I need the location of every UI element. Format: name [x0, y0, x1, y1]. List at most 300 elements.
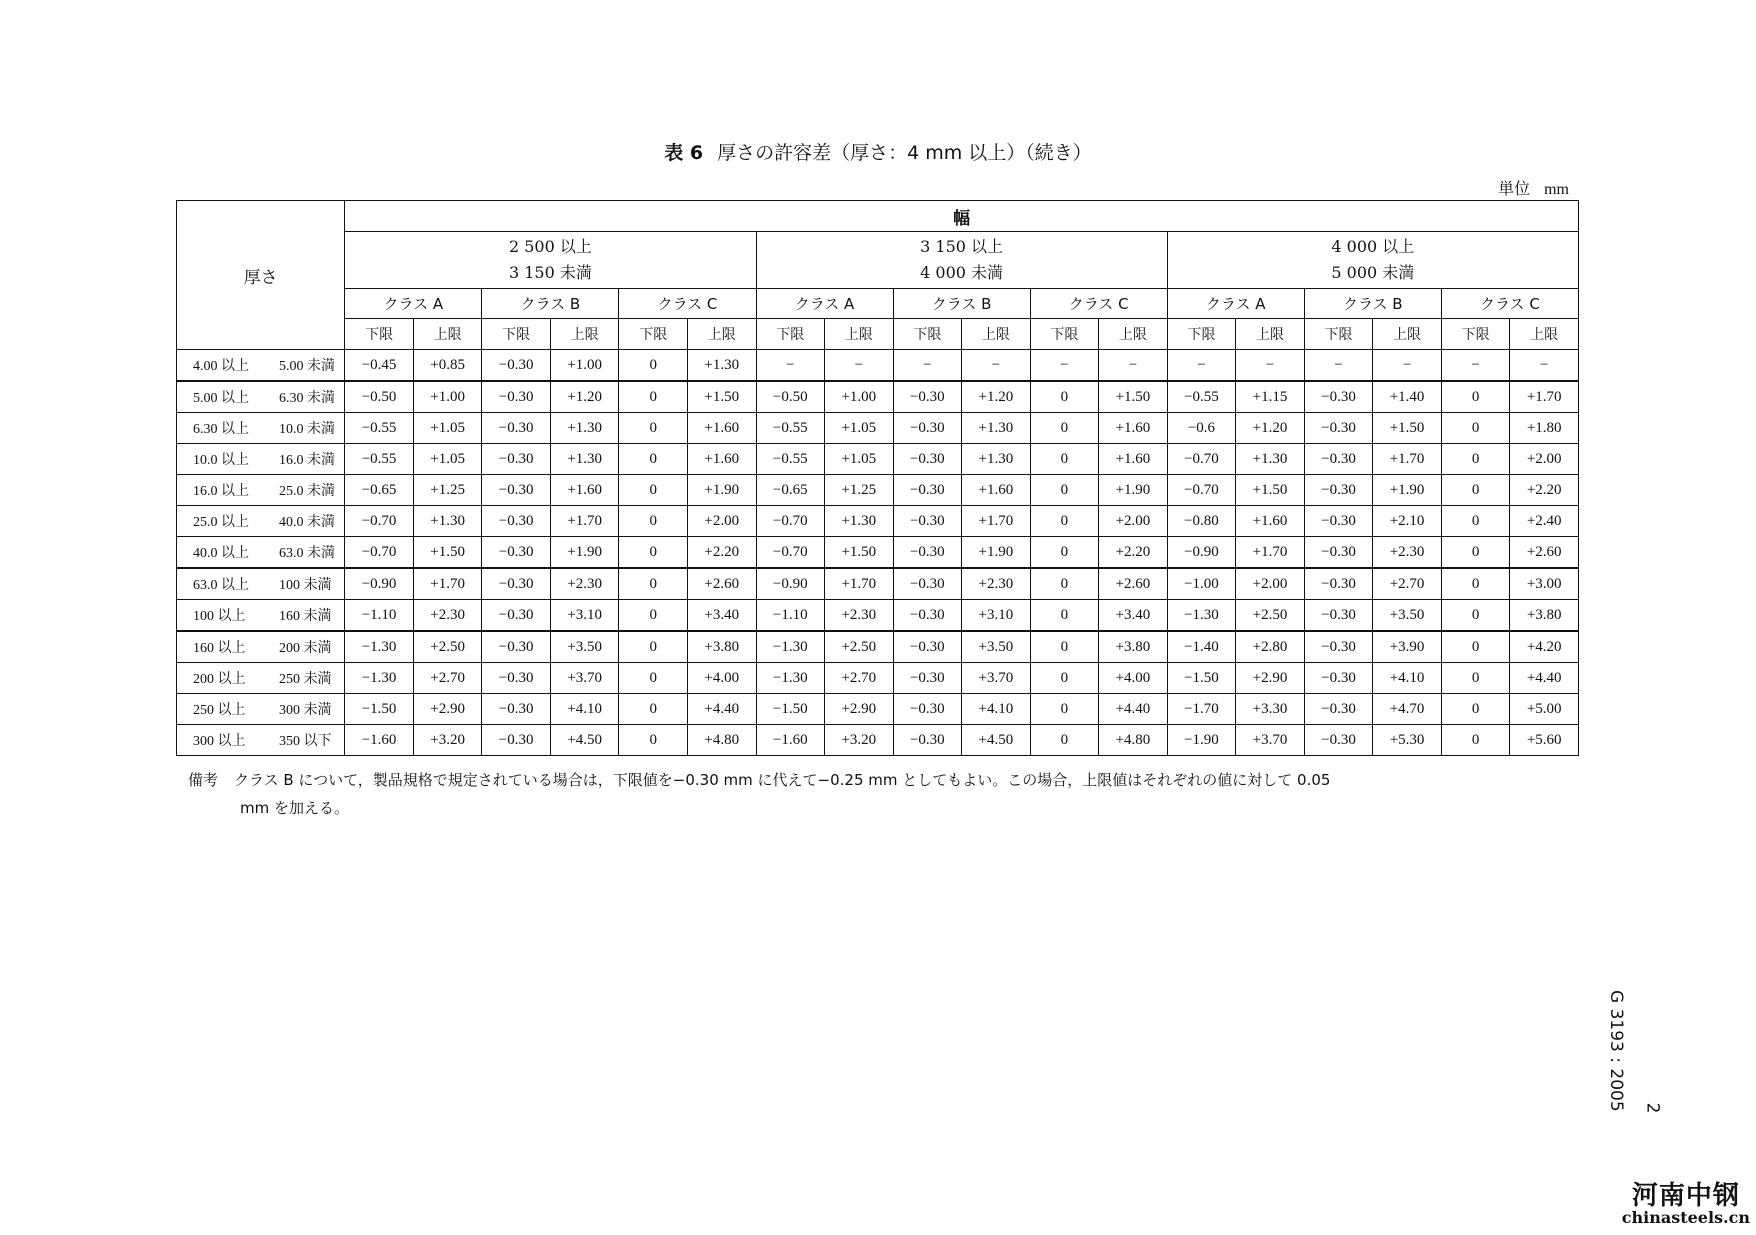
thickness-range: [177, 600, 345, 632]
tolerance-cell: +1.70: [1510, 381, 1579, 413]
tolerance-cell: +1.25: [825, 475, 894, 506]
tolerance-cell: 0: [1030, 725, 1099, 756]
tolerance-cell: +1.90: [1099, 475, 1168, 506]
tolerance-cell: −0.70: [756, 506, 825, 537]
tolerance-cell: −0.6: [1167, 413, 1236, 444]
tolerance-cell: +1.40: [1373, 381, 1442, 413]
tolerance-cell: +3.50: [962, 631, 1031, 663]
tolerance-cell: +3.10: [550, 600, 619, 632]
tolerance-cell: −0.30: [893, 663, 962, 694]
tolerance-cell: −0.30: [893, 537, 962, 569]
table-row: [177, 568, 1579, 600]
tolerance-cell: +3.20: [413, 725, 482, 756]
tolerance-cell: +1.20: [550, 381, 619, 413]
class-header: クラス A: [1167, 289, 1304, 319]
thickness-to: 40.0 未満: [279, 515, 335, 530]
tolerance-cell: +1.60: [962, 475, 1031, 506]
remarks: [188, 766, 1568, 822]
upper-limit-header: 上限: [413, 319, 482, 350]
tolerance-cell: +4.40: [1510, 663, 1579, 694]
lower-limit-header: 下限: [756, 319, 825, 350]
tolerance-cell: +2.60: [1510, 537, 1579, 569]
thickness-range: [177, 413, 345, 444]
tolerance-cell: −0.90: [345, 568, 414, 600]
tolerance-cell: 0: [619, 694, 688, 725]
tolerance-cell: +5.30: [1373, 725, 1442, 756]
table-row: [177, 694, 1579, 725]
watermark-logo-text: 河南中钢: [1631, 1181, 1740, 1211]
tolerance-cell: +1.60: [550, 475, 619, 506]
tolerance-cell: +1.30: [962, 413, 1031, 444]
table-row: [177, 631, 1579, 663]
tolerance-cell: 0: [1441, 475, 1510, 506]
width-header: 幅: [345, 201, 1579, 232]
tolerance-cell: +1.50: [413, 537, 482, 569]
upper-limit-header: 上限: [962, 319, 1031, 350]
table-number: 表 6: [664, 142, 704, 164]
tolerance-cell: +1.90: [962, 537, 1031, 569]
tolerance-cell: −0.65: [756, 475, 825, 506]
tolerance-cell: +1.30: [413, 506, 482, 537]
class-header: クラス C: [619, 289, 756, 319]
page-number: 2: [1642, 1102, 1663, 1114]
tolerance-cell: −0.30: [1304, 413, 1373, 444]
thickness-range: [177, 663, 345, 694]
tolerance-cell: −0.70: [345, 537, 414, 569]
thickness-to: 250 未満: [279, 672, 332, 687]
tolerance-cell: 0: [1441, 631, 1510, 663]
lower-limit-header: 下限: [619, 319, 688, 350]
table-title: [0, 138, 1756, 165]
tolerance-cell: +1.00: [825, 381, 894, 413]
tolerance-cell: +4.70: [1373, 694, 1442, 725]
lower-limit-header: 下限: [1030, 319, 1099, 350]
thickness-to: 350 以下: [279, 734, 332, 749]
tolerance-cell: +1.70: [1373, 444, 1442, 475]
thickness-from: 40.0 以上: [193, 546, 249, 561]
tolerance-cell: −1.90: [1167, 725, 1236, 756]
tolerance-cell: +4.10: [550, 694, 619, 725]
tolerance-cell: +4.80: [687, 725, 756, 756]
thickness-range: [177, 568, 345, 600]
tolerance-cell: −1.50: [1167, 663, 1236, 694]
tolerance-cell: +1.30: [825, 506, 894, 537]
tolerance-cell: 0: [1030, 413, 1099, 444]
tolerance-cell: +1.05: [825, 444, 894, 475]
tolerance-cell: −0.30: [482, 537, 551, 569]
tolerance-cell: −: [1510, 350, 1579, 382]
tolerance-cell: −0.30: [482, 506, 551, 537]
table-row: [177, 444, 1579, 475]
tolerance-cell: +1.50: [1099, 381, 1168, 413]
tolerance-cell: −: [825, 350, 894, 382]
tolerance-cell: +1.05: [413, 413, 482, 444]
tolerance-cell: +2.90: [413, 694, 482, 725]
tolerance-cell: +2.30: [550, 568, 619, 600]
tolerance-cell: −0.30: [1304, 506, 1373, 537]
tolerance-cell: −0.30: [482, 475, 551, 506]
tolerance-cell: −0.30: [1304, 694, 1373, 725]
tolerance-cell: −0.55: [345, 413, 414, 444]
tolerance-cell: +2.30: [1373, 537, 1442, 569]
tolerance-cell: −0.30: [482, 600, 551, 632]
upper-limit-header: 上限: [1236, 319, 1305, 350]
thickness-range: [177, 475, 345, 506]
tolerance-cell: +3.50: [1373, 600, 1442, 632]
tolerance-cell: 0: [619, 631, 688, 663]
tolerance-cell: +2.10: [1373, 506, 1442, 537]
tolerance-cell: −0.30: [1304, 568, 1373, 600]
tolerance-cell: −0.30: [482, 381, 551, 413]
tolerance-cell: −0.30: [482, 444, 551, 475]
tolerance-cell: +1.50: [687, 381, 756, 413]
thickness-to: 10.0 未満: [279, 422, 335, 437]
tolerance-cell: +4.10: [962, 694, 1031, 725]
tolerance-cell: +4.00: [687, 663, 756, 694]
thickness-to: 5.00 未満: [279, 359, 335, 374]
tolerance-cell: 0: [1441, 694, 1510, 725]
tolerance-cell: +2.70: [825, 663, 894, 694]
tolerance-cell: −1.60: [345, 725, 414, 756]
thickness-from: 4.00 以上: [193, 359, 249, 374]
lower-limit-header: 下限: [482, 319, 551, 350]
tolerance-cell: −: [962, 350, 1031, 382]
tolerance-cell: +1.50: [1236, 475, 1305, 506]
tolerance-cell: −0.55: [756, 444, 825, 475]
tolerance-table: [176, 200, 1579, 756]
tolerance-cell: −1.00: [1167, 568, 1236, 600]
tolerance-cell: +2.30: [962, 568, 1031, 600]
tolerance-cell: +1.90: [1373, 475, 1442, 506]
table-row: [177, 600, 1579, 632]
tolerance-cell: +1.20: [1236, 413, 1305, 444]
thickness-from: 6.30 以上: [193, 422, 249, 437]
tolerance-cell: 0: [619, 381, 688, 413]
thickness-from: 300 以上: [193, 734, 246, 749]
lower-limit-header: 下限: [1304, 319, 1373, 350]
tolerance-cell: +1.60: [1099, 413, 1168, 444]
tolerance-cell: −0.30: [893, 475, 962, 506]
thickness-from: 16.0 以上: [193, 484, 249, 499]
tolerance-cell: −1.10: [756, 600, 825, 632]
table-row: [177, 537, 1579, 569]
tolerance-cell: +1.90: [687, 475, 756, 506]
tolerance-cell: 0: [1030, 600, 1099, 632]
tolerance-cell: +1.25: [413, 475, 482, 506]
tolerance-cell: +4.20: [1510, 631, 1579, 663]
tolerance-cell: +1.05: [413, 444, 482, 475]
tolerance-cell: 0: [1441, 600, 1510, 632]
tolerance-cell: +3.40: [1099, 600, 1168, 632]
tolerance-cell: +4.80: [1099, 725, 1168, 756]
tolerance-cell: +4.50: [550, 725, 619, 756]
unit-label: [1498, 176, 1569, 199]
thickness-from: 100 以上: [193, 609, 246, 624]
tolerance-cell: −: [1373, 350, 1442, 382]
unit-label-text: 単位: [1498, 179, 1531, 198]
thickness-to: 100 未満: [279, 578, 332, 593]
tolerance-cell: +1.60: [1099, 444, 1168, 475]
tolerance-cell: +1.50: [825, 537, 894, 569]
table-row: [177, 413, 1579, 444]
tolerance-cell: −0.70: [345, 506, 414, 537]
tolerance-cell: −0.30: [1304, 537, 1373, 569]
tolerance-cell: +1.00: [413, 381, 482, 413]
tolerance-cell: +2.20: [1510, 475, 1579, 506]
tolerance-cell: +3.80: [1510, 600, 1579, 632]
width-range-to: 5 000 未満: [1331, 263, 1415, 282]
tolerance-cell: −0.30: [1304, 381, 1373, 413]
tolerance-cell: +1.50: [1373, 413, 1442, 444]
tolerance-cell: +1.90: [550, 537, 619, 569]
thickness-from: 5.00 以上: [193, 391, 249, 406]
tolerance-cell: −0.70: [756, 537, 825, 569]
tolerance-cell: 0: [1441, 537, 1510, 569]
tolerance-cell: 0: [1441, 663, 1510, 694]
thickness-from: 63.0 以上: [193, 578, 249, 593]
table-row: [177, 381, 1579, 413]
thickness-from: 200 以上: [193, 672, 246, 687]
table-row: [177, 725, 1579, 756]
tolerance-cell: +2.70: [1373, 568, 1442, 600]
tolerance-cell: +2.30: [413, 600, 482, 632]
tolerance-cell: +3.90: [1373, 631, 1442, 663]
tolerance-cell: 0: [1441, 381, 1510, 413]
tolerance-cell: +1.30: [687, 350, 756, 382]
width-range-from: 2 500 以上: [508, 237, 592, 256]
tolerance-cell: +3.70: [962, 663, 1031, 694]
tolerance-cell: −1.30: [345, 663, 414, 694]
tolerance-cell: −: [1441, 350, 1510, 382]
tolerance-cell: 0: [1030, 694, 1099, 725]
tolerance-cell: +3.80: [687, 631, 756, 663]
remarks-line-1: クラス B について，製品規格で規定されている場合は，下限値を−0.30 mm に代えて−0.25 mm としてもよい。この場合，上限値はそれぞれの値に対して 0.05: [234, 771, 1331, 789]
thickness-range: [177, 506, 345, 537]
tolerance-cell: −0.70: [1167, 475, 1236, 506]
tolerance-cell: +1.30: [1236, 444, 1305, 475]
tolerance-cell: −1.10: [345, 600, 414, 632]
tolerance-cell: −: [1099, 350, 1168, 382]
tolerance-cell: 0: [1441, 506, 1510, 537]
table-caption: 厚さの許容差（厚さ：4 mm 以上）（続き）: [717, 142, 1092, 164]
tolerance-cell: +3.50: [550, 631, 619, 663]
table-row: [177, 475, 1579, 506]
tolerance-cell: −0.45: [345, 350, 414, 382]
tolerance-cell: 0: [619, 537, 688, 569]
tolerance-cell: +2.80: [1236, 631, 1305, 663]
tolerance-cell: +3.10: [962, 600, 1031, 632]
width-range-from: 3 150 以上: [920, 237, 1004, 256]
tolerance-cell: 0: [1030, 568, 1099, 600]
tolerance-cell: +4.00: [1099, 663, 1168, 694]
lower-limit-header: 下限: [1167, 319, 1236, 350]
tolerance-cell: −1.30: [756, 663, 825, 694]
tolerance-cell: 0: [1030, 506, 1099, 537]
tolerance-cell: −1.30: [1167, 600, 1236, 632]
tolerance-cell: +1.60: [687, 413, 756, 444]
tolerance-cell: −0.30: [482, 725, 551, 756]
tolerance-cell: 0: [619, 475, 688, 506]
upper-limit-header: 上限: [1510, 319, 1579, 350]
tolerance-cell: −0.30: [893, 413, 962, 444]
tolerance-cell: +2.60: [687, 568, 756, 600]
tolerance-cell: +1.70: [825, 568, 894, 600]
tolerance-cell: 0: [1030, 475, 1099, 506]
unit-value: mm: [1544, 181, 1569, 198]
tolerance-cell: +0.85: [413, 350, 482, 382]
tolerance-cell: −0.30: [893, 568, 962, 600]
table-row: [177, 350, 1579, 382]
tolerance-cell: +3.20: [825, 725, 894, 756]
tolerance-cell: +2.00: [1236, 568, 1305, 600]
tolerance-cell: +1.60: [1236, 506, 1305, 537]
upper-limit-header: 上限: [825, 319, 894, 350]
tolerance-cell: +2.40: [1510, 506, 1579, 537]
thickness-range: [177, 725, 345, 756]
lower-limit-header: 下限: [1441, 319, 1510, 350]
tolerance-cell: −0.55: [345, 444, 414, 475]
tolerance-cell: −0.30: [893, 381, 962, 413]
tolerance-cell: 0: [1441, 444, 1510, 475]
tolerance-cell: +1.70: [413, 568, 482, 600]
tolerance-cell: −0.30: [1304, 725, 1373, 756]
table-row: [177, 506, 1579, 537]
tolerance-cell: +1.60: [687, 444, 756, 475]
tolerance-cell: +2.50: [1236, 600, 1305, 632]
tolerance-cell: +1.30: [550, 413, 619, 444]
thickness-to: 16.0 未満: [279, 453, 335, 468]
width-range-header: [345, 232, 756, 289]
class-header: クラス C: [1030, 289, 1167, 319]
tolerance-cell: −0.30: [893, 600, 962, 632]
upper-limit-header: 上限: [687, 319, 756, 350]
thickness-range: [177, 381, 345, 413]
tolerance-cell: −0.30: [1304, 663, 1373, 694]
tolerance-cell: +2.20: [687, 537, 756, 569]
tolerance-cell: +1.70: [962, 506, 1031, 537]
tolerance-cell: +2.20: [1099, 537, 1168, 569]
width-range-to: 3 150 未満: [508, 263, 592, 282]
upper-limit-header: 上限: [1373, 319, 1442, 350]
tolerance-cell: −: [1030, 350, 1099, 382]
tolerance-cell: +3.70: [1236, 725, 1305, 756]
tolerance-cell: −0.30: [482, 350, 551, 382]
thickness-to: 300 未満: [279, 703, 332, 718]
class-header: クラス B: [482, 289, 619, 319]
tolerance-cell: 0: [1441, 568, 1510, 600]
tolerance-cell: −0.30: [482, 694, 551, 725]
tolerance-cell: +2.70: [413, 663, 482, 694]
tolerance-cell: −0.90: [1167, 537, 1236, 569]
tolerance-cell: −1.70: [1167, 694, 1236, 725]
tolerance-cell: −0.30: [893, 506, 962, 537]
tolerance-cell: +4.40: [687, 694, 756, 725]
class-header: クラス A: [345, 289, 482, 319]
tolerance-cell: +2.90: [825, 694, 894, 725]
thickness-from: 250 以上: [193, 703, 246, 718]
thickness-from: 160 以上: [193, 641, 246, 656]
tolerance-cell: +1.30: [962, 444, 1031, 475]
tolerance-cell: 0: [1030, 381, 1099, 413]
tolerance-cell: +2.50: [825, 631, 894, 663]
tolerance-cell: +2.00: [1510, 444, 1579, 475]
document-code: G 3193 : 2005: [1606, 990, 1626, 1112]
upper-limit-header: 上限: [550, 319, 619, 350]
tolerance-cell: −: [1167, 350, 1236, 382]
tolerance-cell: −0.30: [1304, 475, 1373, 506]
thickness-to: 6.30 未満: [279, 391, 335, 406]
tolerance-cell: −0.50: [756, 381, 825, 413]
tolerance-cell: −0.80: [1167, 506, 1236, 537]
tolerance-cell: 0: [619, 725, 688, 756]
thickness-to: 160 未満: [279, 609, 332, 624]
tolerance-cell: +3.40: [687, 600, 756, 632]
tolerance-cell: 0: [619, 663, 688, 694]
tolerance-cell: +5.60: [1510, 725, 1579, 756]
tolerance-cell: +1.20: [962, 381, 1031, 413]
tolerance-cell: 0: [1441, 413, 1510, 444]
tolerance-cell: +1.80: [1510, 413, 1579, 444]
width-range-to: 4 000 未満: [920, 263, 1004, 282]
tolerance-cell: +1.70: [1236, 537, 1305, 569]
tolerance-cell: +2.00: [687, 506, 756, 537]
tolerance-cell: +4.10: [1373, 663, 1442, 694]
thickness-range: [177, 350, 345, 382]
tolerance-cell: −0.30: [1304, 444, 1373, 475]
class-header: クラス C: [1441, 289, 1578, 319]
class-header: クラス A: [756, 289, 893, 319]
tolerance-cell: +1.30: [550, 444, 619, 475]
tolerance-cell: +4.40: [1099, 694, 1168, 725]
tolerance-cell: −1.50: [756, 694, 825, 725]
tolerance-cell: −0.30: [893, 694, 962, 725]
tolerance-cell: +1.70: [550, 506, 619, 537]
tolerance-cell: +2.50: [413, 631, 482, 663]
tolerance-cell: +4.50: [962, 725, 1031, 756]
watermark: [1622, 1175, 1750, 1227]
tolerance-cell: +3.00: [1510, 568, 1579, 600]
tolerance-cell: 0: [1030, 444, 1099, 475]
tolerance-cell: −0.30: [482, 631, 551, 663]
thickness-from: 25.0 以上: [193, 515, 249, 530]
thickness-range: [177, 694, 345, 725]
tolerance-cell: −0.30: [1304, 600, 1373, 632]
tolerance-cell: +2.30: [825, 600, 894, 632]
tolerance-cell: −: [1236, 350, 1305, 382]
tolerance-cell: 0: [619, 350, 688, 382]
tolerance-cell: +3.70: [550, 663, 619, 694]
lower-limit-header: 下限: [893, 319, 962, 350]
tolerance-cell: +1.05: [825, 413, 894, 444]
tolerance-cell: −0.30: [893, 444, 962, 475]
tolerance-cell: 0: [619, 444, 688, 475]
table-row: [177, 663, 1579, 694]
tolerance-cell: +2.90: [1236, 663, 1305, 694]
tolerance-cell: 0: [619, 413, 688, 444]
tolerance-cell: +3.80: [1099, 631, 1168, 663]
class-header: クラス B: [1304, 289, 1441, 319]
thickness-range: [177, 631, 345, 663]
thickness-to: 63.0 未満: [279, 546, 335, 561]
tolerance-cell: −0.30: [893, 631, 962, 663]
tolerance-cell: −1.60: [756, 725, 825, 756]
tolerance-cell: −: [893, 350, 962, 382]
class-header: クラス B: [893, 289, 1030, 319]
width-range-header: [1167, 232, 1578, 289]
thickness-range: [177, 444, 345, 475]
tolerance-cell: −0.70: [1167, 444, 1236, 475]
tolerance-cell: −0.90: [756, 568, 825, 600]
